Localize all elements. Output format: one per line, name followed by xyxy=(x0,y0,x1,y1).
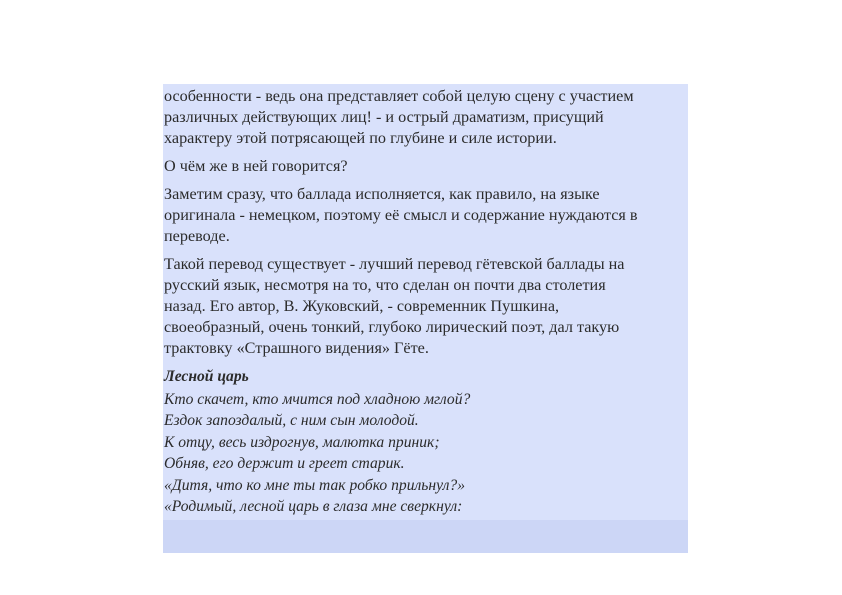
poem xyxy=(164,366,688,518)
poem-line: К отцу, весь издрогнув, малютка приник; xyxy=(164,433,440,451)
text-line: Заметим сразу, что баллада исполняется, как правило, на языке xyxy=(164,185,600,203)
text-line: особенности - ведь она представляет собой целую сцену с участием xyxy=(164,87,634,105)
text-line: О чём же в ней говорится? xyxy=(164,157,348,175)
panel-bottom-band xyxy=(163,520,688,553)
text-line: Такой перевод существует - лучший перевод гётевской баллады на xyxy=(164,255,625,273)
text-line: оригинала - немецком, поэтому её смысл и содержание нуждаются в xyxy=(164,206,638,224)
paragraph-3 xyxy=(164,184,688,247)
text-line: переводе. xyxy=(164,227,230,245)
text-line: характеру этой потрясающей по глубине и силе истории. xyxy=(164,129,557,147)
paragraph-4 xyxy=(164,254,688,359)
paragraph-2 xyxy=(164,156,688,177)
text-line: русский язык, несмотря на то, что сделан он почти два столетия xyxy=(164,276,606,294)
text-line: назад. Его автор, В. Жуковский, - современник Пушкина, xyxy=(164,297,560,315)
poem-line: Обняв, его держит и греет старик. xyxy=(164,455,405,472)
text-line: трактовку «Страшного видения» Гёте. xyxy=(164,339,429,357)
poem-line: «Родимый, лесной царь в глаза мне сверкнул: xyxy=(164,498,463,515)
poem-title: Лесной царь xyxy=(164,368,249,385)
text-panel xyxy=(163,84,688,553)
paragraph-1 xyxy=(164,86,688,149)
poem-line: Ездок запоздалый, с ним сын молодой. xyxy=(164,412,419,429)
poem-line: Кто скачет, кто мчится под хладною мглой? xyxy=(164,390,471,408)
text-line: своеобразный, очень тонкий, глубоко лирический поэт, дал такую xyxy=(164,318,620,336)
text-line: различных действующих лиц! - и острый драматизм, присущий xyxy=(164,108,604,126)
poem-line: «Дитя, что ко мне ты так робко прильнул?» xyxy=(164,476,466,494)
